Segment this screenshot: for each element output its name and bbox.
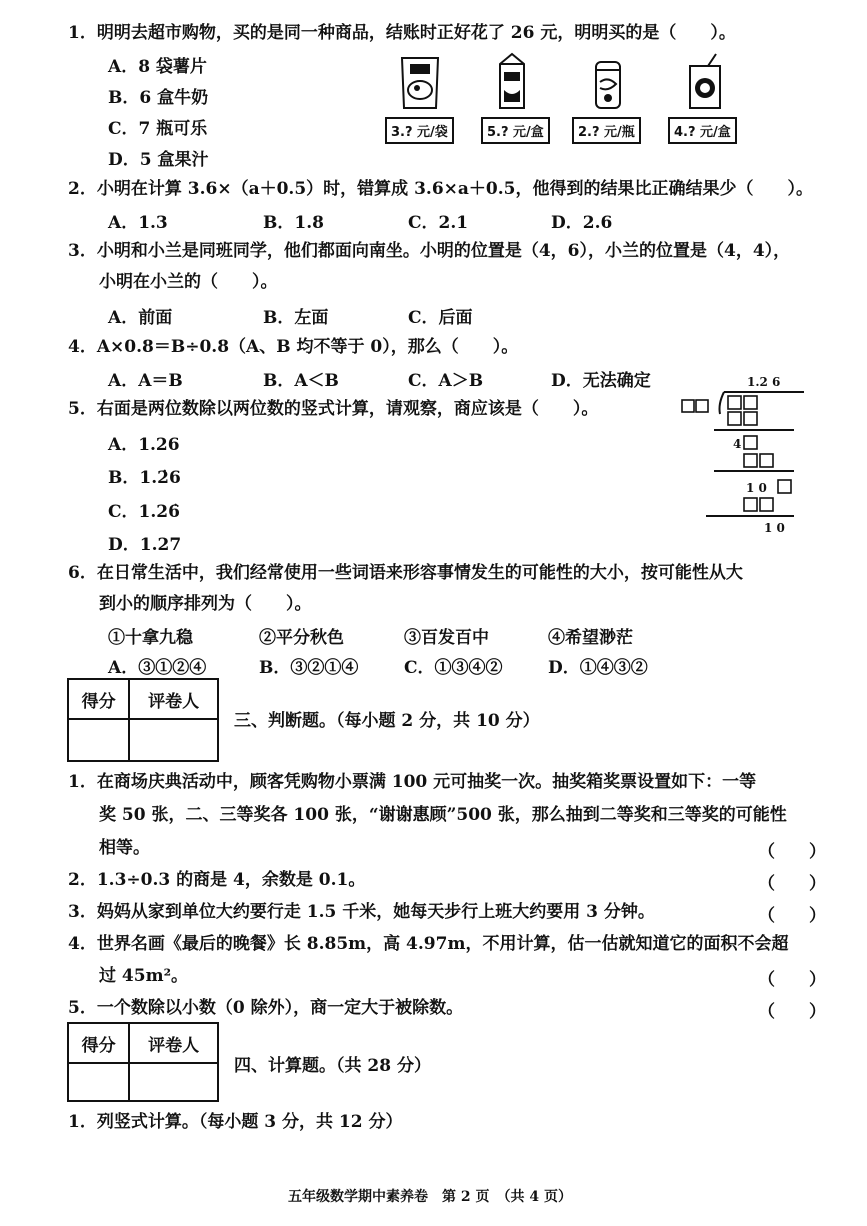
division-remainder-3: 1 0 [764, 521, 785, 535]
q6-idiom-2: ②平分秋色 [259, 628, 344, 648]
judge-5-answer-blank[interactable]: （ ） [758, 1002, 826, 1022]
q2-option-d: D．2.6 [551, 213, 613, 233]
grader-header: 评卷人 [129, 1023, 218, 1063]
q6-stem-line1: 6．在日常生活中，我们经常使用一些词语来形容事情发生的可能性的大小，按可能性从大 [68, 563, 743, 583]
q3-stem-line2: 小明在小兰的（ ）。 [99, 272, 278, 292]
q3-option-b: B．左面 [263, 308, 329, 328]
score-cell[interactable] [68, 719, 129, 761]
judge-2: 2．1.3÷0.3 的商是 4，余数是 0.1。 [68, 870, 366, 890]
q4-option-b: B．A＜B [263, 371, 339, 391]
score-cell[interactable] [68, 1063, 129, 1101]
price-chips: 3.? 元/袋 [385, 117, 454, 144]
judge-1-answer-blank[interactable]: （ ） [758, 842, 826, 862]
division-remainder-2: 1 0 [746, 481, 767, 495]
q4-option-d: D．无法确定 [551, 371, 651, 391]
price-juice: 4.? 元/盒 [668, 117, 737, 144]
q5-option-a: A．1.26 [108, 435, 180, 455]
q6-stem-line2: 到小的顺序排列为（ ）。 [99, 594, 312, 614]
q1-option-c: C．7 瓶可乐 [108, 119, 208, 139]
q3-option-c: C．后面 [408, 308, 473, 328]
q6-option-b: B．③②①④ [259, 658, 359, 678]
q4-stem: 4．A×0.8＝B÷0.8（A、B 均不等于 0），那么（ ）。 [68, 337, 519, 357]
grader-cell[interactable] [129, 1063, 218, 1101]
grader-header: 评卷人 [129, 679, 218, 719]
chips-bag-icon [398, 52, 442, 112]
section4-title: 四、计算题。（共 28 分） [234, 1056, 431, 1076]
judge-4-line1: 4．世界名画《最后的晚餐》长 8.85m，高 4.97m，不用计算，估一估就知道它的面积不会超 [68, 934, 789, 954]
q2-option-b: B．1.8 [263, 213, 324, 233]
cola-can-icon [592, 58, 624, 112]
q5-option-b: B．1.2̇6 [108, 468, 181, 488]
score-table-section3 [67, 678, 219, 762]
milk-carton-icon [492, 50, 532, 112]
q1-option-b: B．6 盒牛奶 [108, 88, 209, 108]
score-header: 得分 [68, 679, 129, 719]
judge-3-answer-blank[interactable]: （ ） [758, 906, 826, 926]
q1-option-d: D．5 盒果汁 [108, 150, 209, 170]
judge-3: 3．妈妈从家到单位大约要行走 1.5 千米，她每天步行上班大约要用 3 分钟。 [68, 902, 655, 922]
page-footer: 五年级数学期中素养卷 第 2 页 （共 4 页） [288, 1189, 572, 1205]
q5-stem: 5．右面是两位数除以两位数的竖式计算，请观察，商应该是（ ）。 [68, 399, 599, 419]
long-division-diagram [676, 374, 816, 540]
q3-option-a: A．前面 [108, 308, 173, 328]
score-table-section4 [67, 1022, 219, 1102]
q6-idiom-3: ③百发百中 [404, 628, 489, 648]
q2-option-c: C．2.1 [408, 213, 469, 233]
judge-4-line2: 过 45m²。 [99, 966, 189, 986]
q3-stem-line1: 3．小明和小兰是同班同学，他们都面向南坐。小明的位置是（4，6），小兰的位置是（4，4）， [68, 241, 791, 261]
q4-option-a: A．A＝B [108, 371, 183, 391]
judge-2-answer-blank[interactable]: （ ） [758, 874, 826, 894]
q2-stem: 2．小明在计算 3.6×（a＋0.5）时，错算成 3.6×a＋0.5，他得到的结果比正确结果少（ ）。 [68, 179, 813, 199]
q2-option-a: A．1.3 [108, 213, 168, 233]
q6-option-d: D．①④③② [548, 658, 648, 678]
q6-idiom-1: ①十拿九稳 [108, 628, 193, 648]
q6-option-a: A．③①②④ [108, 658, 207, 678]
division-quotient: 1.2 6 [747, 375, 781, 389]
price-cola: 2.? 元/瓶 [572, 117, 641, 144]
q1-option-a: A．8 袋薯片 [108, 57, 207, 77]
judge-1-line3: 相等。 [99, 838, 150, 858]
grader-cell[interactable] [129, 719, 218, 761]
judge-5: 5．一个数除以小数（0 除外），商一定大于被除数。 [68, 998, 464, 1018]
q5-option-c: C．1.26̇ [108, 502, 180, 522]
section4-subquestion-1: 1．列竖式计算。（每小题 3 分，共 12 分） [68, 1112, 403, 1132]
q6-option-c: C．①③④② [404, 658, 503, 678]
judge-4-answer-blank[interactable]: （ ） [758, 970, 826, 990]
q5-option-d: D．1.27 [108, 535, 182, 555]
q1-stem: 1．明明去超市购物，买的是同一种商品，结账时正好花了 26 元，明明买的是（ ）。 [68, 23, 736, 43]
juice-box-icon [684, 52, 726, 112]
section3-title: 三、判断题。（每小题 2 分，共 10 分） [234, 711, 540, 731]
score-header: 得分 [68, 1023, 129, 1063]
q4-option-c: C．A＞B [408, 371, 484, 391]
judge-1-line2: 奖 50 张，二、三等奖各 100 张，“谢谢惠顾”500 张，那么抽到二等奖和三等奖的可能性 [99, 805, 787, 825]
q6-idiom-4: ④希望渺茫 [548, 628, 633, 648]
judge-1-line1: 1．在商场庆典活动中，顾客凭购物小票满 100 元可抽奖一次。抽奖箱奖票设置如下：一等 [68, 772, 757, 792]
division-remainder-1: 4 [733, 437, 742, 451]
price-milk: 5.? 元/盒 [481, 117, 550, 144]
